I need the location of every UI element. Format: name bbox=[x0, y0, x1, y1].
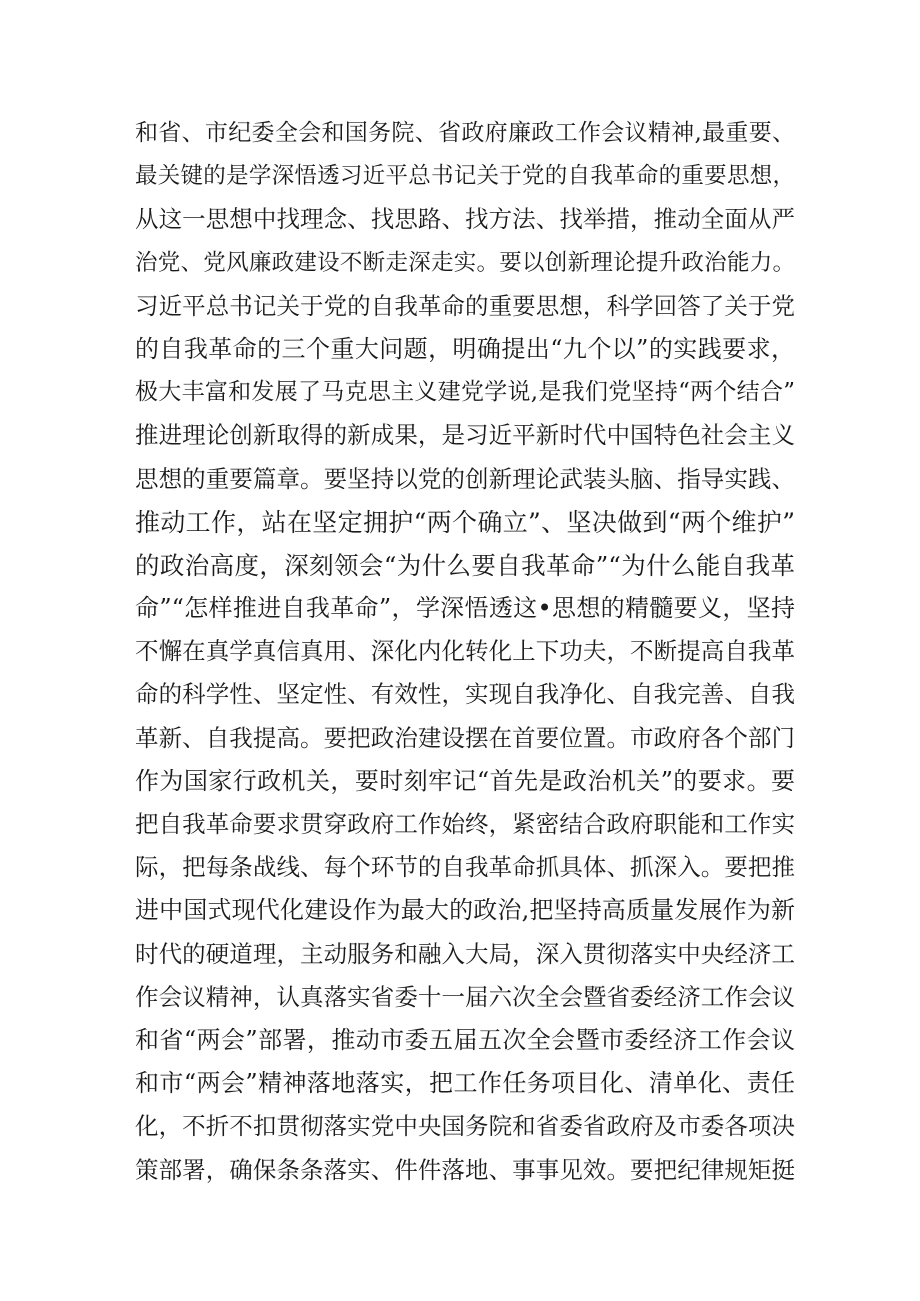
text-line: 习近平总书记关于党的自我革命的重要思想，科学回答了关于党 bbox=[135, 291, 795, 320]
text-line: 的自我革命的三个重大问题，明确提出“九个以”的实践要求， bbox=[135, 334, 795, 363]
text-line: 作为国家行政机关，要时刻牢记“首先是政治机关”的要求。要 bbox=[135, 766, 795, 795]
text-line: 化，不折不扣贯彻落实党中央国务院和省委省政府及市委各项决 bbox=[135, 1112, 795, 1141]
text-line: 最关键的是学深悟透习近平总书记关于党的自我革命的重要思想， bbox=[135, 163, 795, 190]
text-line: 时代的硬道理，主动服务和融入大局，深入贯彻落实中央经济工 bbox=[135, 939, 795, 968]
text-line: 和省“两会”部署，推动市委五届五次全会暨市委经济工作会议 bbox=[135, 1025, 795, 1054]
text-line: 从这一思想中找理念、找思路、找方法、找举措，推动全面从严 bbox=[135, 205, 795, 234]
text-line: 和省、市纪委全会和国务院、省政府廉政工作会议精神,最重要、 bbox=[135, 120, 795, 146]
text-line: 不懈在真学真信真用、深化内化转化上下功夫，不断提高自我革 bbox=[135, 637, 795, 666]
text-line: 策部署，确保条条落实、件件落地、事事见效。要把纪律规矩挺 bbox=[135, 1155, 795, 1184]
text-line: 推进理论创新取得的新成果，是习近平新时代中国特色社会主义 bbox=[135, 421, 795, 450]
text-line: 把自我革命要求贯穿政府工作始终，紧密结合政府职能和工作实 bbox=[135, 810, 795, 838]
text-line: 的政治高度，深刻领会“为什么要自我革命”“为什么能自我革 bbox=[135, 550, 795, 580]
text-line: 治党、党风廉政建设不断走深走实。要以创新理论提升政治能力。 bbox=[135, 249, 795, 276]
text-line: 思想的重要篇章。要坚持以党的创新理论武装头脑、指导实践、 bbox=[135, 464, 795, 493]
text-line: 极大丰富和发展了马克思主义建党学说,是我们党坚持“两个结合” bbox=[135, 379, 795, 406]
body-text bbox=[135, 112, 795, 1192]
text-line: 进中国式现代化建设作为最大的政治,把坚持高质量发展作为新 bbox=[135, 896, 795, 925]
text-line: 革新、自我提高。要把政治建设摆在首要位置。市政府各个部门 bbox=[135, 723, 795, 752]
text-line: 命”“怎样推进自我革命”，学深悟透这•思想的精髓要义，坚持 bbox=[135, 594, 795, 623]
text-line: 命的科学性、坚定性、有效性，实现自我净化、自我完善、自我 bbox=[135, 680, 795, 709]
text-line: 作会议精神，认真落实省委十一届六次全会暨省委经济工作会议 bbox=[135, 982, 795, 1011]
text-line: 推动工作，站在坚定拥护“两个确立”、坚决做到“两个维护” bbox=[135, 507, 795, 537]
text-line: 和市“两会”精神落地落实，把工作任务项目化、清单化、责任 bbox=[135, 1069, 795, 1098]
text-line: 际，把每条战线、每个环节的自我革命抓具体、抓深入。要把推 bbox=[135, 853, 795, 882]
